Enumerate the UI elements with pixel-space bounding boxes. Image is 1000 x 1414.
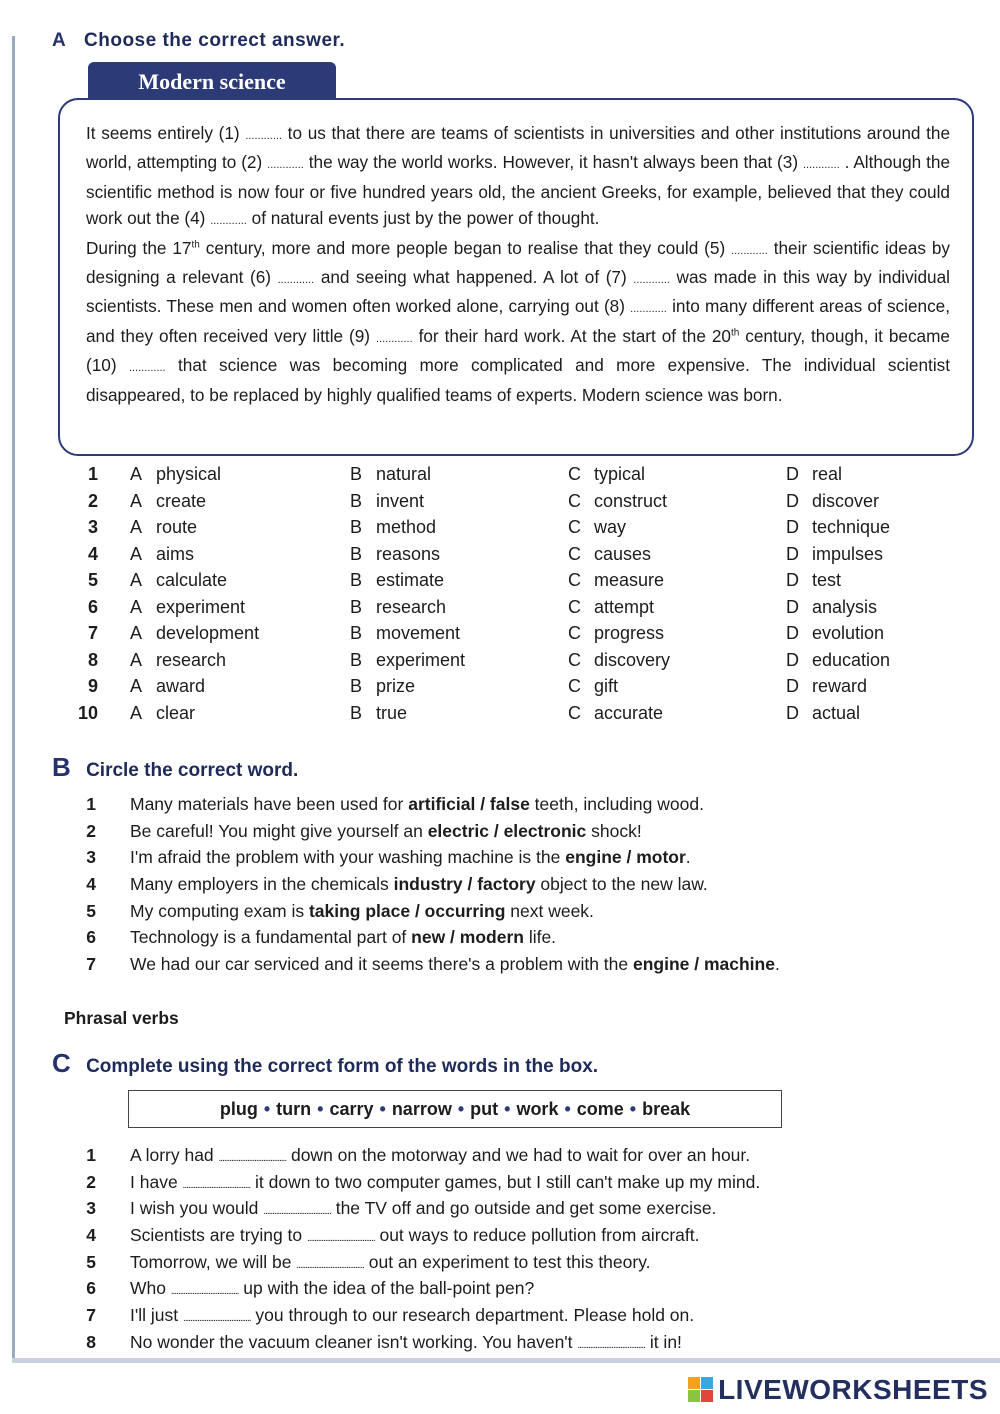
text-before: Who	[130, 1278, 171, 1299]
bullet-separator: •	[457, 1099, 465, 1119]
option-row	[60, 673, 960, 700]
option-row	[60, 488, 960, 515]
option-row	[60, 647, 960, 674]
option-a[interactable]	[130, 700, 195, 727]
section-b-letter: B	[52, 752, 71, 782]
option-text: discovery	[594, 649, 671, 670]
item-text	[130, 818, 642, 845]
passage-text: was made in this way by individual scientists. These men and women often worked alone, carrying out (8)	[86, 267, 950, 317]
word-choice[interactable]: new / modern	[411, 927, 524, 948]
option-a[interactable]	[130, 488, 206, 515]
text-after: up with the idea of the ball-point pen?	[238, 1278, 535, 1299]
option-letter: C	[568, 596, 581, 617]
text-before: Tomorrow, we will be	[130, 1251, 297, 1272]
word-choice[interactable]: taking place / occurring	[308, 900, 506, 921]
word-choice[interactable]: industry / factory	[393, 874, 536, 895]
bullet-separator: •	[564, 1099, 571, 1119]
text-before: I have	[130, 1171, 183, 1192]
question-number: 7	[87, 623, 98, 643]
logo-mark-icon	[688, 1377, 714, 1403]
option-letter: D	[786, 623, 799, 643]
box-word: carry	[329, 1099, 374, 1119]
text-before: Scientists are trying to	[130, 1225, 308, 1246]
option-letter: A	[130, 596, 143, 617]
option-text: movement	[376, 623, 461, 643]
item-text	[130, 844, 691, 871]
text-before: We had our car serviced and it seems there's a problem with the	[130, 954, 633, 975]
section-a-letter: A	[52, 30, 67, 51]
text-after: .	[685, 847, 691, 868]
box-word: work	[516, 1099, 559, 1119]
item-number: 3	[86, 847, 96, 868]
bullet-separator: •	[263, 1099, 271, 1119]
answer-blank[interactable]: ......................................	[296, 1259, 364, 1271]
option-b[interactable]	[350, 567, 444, 594]
option-row	[60, 461, 960, 488]
passage-title-tab: Modern science	[88, 62, 336, 98]
option-letter: D	[786, 570, 799, 590]
passage-text: into many different areas of science, and they often received very little (9)	[86, 296, 950, 346]
word-choice[interactable]: artificial / false	[408, 794, 530, 814]
option-text: calculate	[156, 570, 228, 590]
option-d[interactable]	[786, 514, 890, 541]
option-text: evolution	[812, 623, 885, 643]
option-text: education	[812, 649, 891, 670]
list-item	[60, 1249, 980, 1276]
item-number: 2	[86, 1171, 96, 1192]
option-row	[60, 541, 960, 568]
word-choice[interactable]: engine / machine	[632, 954, 775, 975]
option-c[interactable]	[568, 700, 663, 727]
option-a[interactable]	[130, 673, 205, 700]
option-d[interactable]	[786, 594, 877, 621]
option-letter: B	[350, 517, 363, 537]
passage-text: that science was becoming more complicated and more expensive. The individual scientist disappeared, to be replaced by highly qualified teams of experts. Modern science was born.	[86, 355, 951, 405]
option-d[interactable]	[786, 700, 860, 727]
option-letter: A	[130, 543, 143, 564]
option-text: development	[156, 623, 260, 643]
list-item	[60, 1169, 980, 1196]
text-after: object to the new law.	[535, 874, 708, 895]
option-letter: B	[350, 490, 363, 511]
answer-blank[interactable]: ......................................	[170, 1286, 239, 1298]
option-text: analysis	[812, 596, 878, 617]
option-text: typical	[594, 464, 646, 484]
item-text	[130, 951, 780, 978]
phrasal-verbs-heading: Phrasal verbs	[64, 1008, 179, 1028]
passage-text: for their hard work. At the start of the 20	[412, 325, 731, 346]
option-text: gift	[594, 676, 619, 696]
option-a[interactable]	[130, 594, 245, 621]
option-text: causes	[594, 543, 652, 564]
list-item	[60, 924, 980, 951]
option-text: aims	[156, 543, 195, 564]
option-letter: D	[786, 676, 799, 696]
option-c[interactable]	[568, 647, 670, 674]
option-letter: B	[350, 596, 363, 617]
option-text: impulses	[812, 543, 884, 564]
option-letter: D	[786, 649, 799, 670]
option-c[interactable]	[568, 514, 626, 541]
question-number: 1	[87, 464, 98, 484]
list-item	[60, 818, 980, 845]
answer-options-table	[60, 461, 960, 726]
item-number: 3	[86, 1198, 96, 1219]
passage-paragraph-2	[86, 235, 950, 408]
passage-text: It seems entirely (1)	[86, 123, 246, 143]
text-after: out an experiment to test this theory.	[363, 1251, 651, 1272]
section-a-instruction: Choose the correct answer.	[84, 30, 346, 51]
text-after: the TV off and go outside and get some exercise.	[330, 1198, 717, 1219]
word-box	[128, 1090, 782, 1128]
option-letter: B	[350, 543, 363, 564]
option-b[interactable]	[350, 461, 431, 488]
option-d[interactable]	[786, 567, 841, 594]
list-item	[60, 871, 980, 898]
option-letter: B	[350, 649, 363, 670]
option-text: invent	[376, 490, 425, 511]
section-b-heading	[52, 752, 298, 783]
answer-blank[interactable]: ......................................	[218, 1153, 287, 1164]
option-text: true	[376, 702, 408, 723]
option-d[interactable]	[786, 461, 842, 488]
option-letter: B	[350, 623, 363, 643]
passage-gap: ............	[731, 244, 768, 257]
passage-text: and seeing what happened. A lot of (7)	[314, 267, 634, 288]
item-number: 2	[86, 820, 96, 841]
list-item	[60, 951, 980, 978]
question-number: 4	[87, 543, 98, 564]
option-letter: D	[786, 702, 799, 723]
bullet-separator: •	[317, 1099, 324, 1119]
liveworksheets-logo[interactable]	[688, 1372, 988, 1408]
item-text	[130, 924, 556, 951]
text-after: it down to two computer games, but I still can't make up my mind.	[250, 1171, 761, 1192]
option-letter: A	[130, 623, 143, 643]
reading-passage	[58, 98, 974, 456]
option-a[interactable]	[130, 461, 221, 488]
option-letter: A	[130, 490, 143, 511]
box-word: put	[470, 1099, 499, 1119]
option-a[interactable]	[130, 567, 227, 594]
section-c-list	[60, 1142, 980, 1356]
option-d[interactable]	[786, 620, 884, 647]
option-letter: C	[568, 490, 581, 511]
item-number: 6	[86, 927, 96, 948]
option-letter: B	[350, 702, 363, 723]
text-after: you through to our research department. Please hold on.	[250, 1305, 695, 1326]
option-row	[60, 514, 960, 541]
option-letter: C	[568, 702, 581, 723]
option-row	[60, 567, 960, 594]
option-b[interactable]	[350, 514, 436, 541]
option-letter: C	[568, 543, 581, 564]
box-word: narrow	[391, 1099, 452, 1119]
option-letter: C	[568, 649, 581, 670]
text-after: shock!	[586, 820, 642, 841]
text-before: Technology is a fundamental part of	[130, 927, 412, 948]
text-before: My computing exam is	[130, 900, 309, 921]
option-letter: C	[568, 464, 581, 484]
option-letter: A	[130, 702, 143, 723]
passage-gap: ............	[245, 130, 282, 142]
option-letter: D	[786, 543, 799, 564]
option-text: construct	[594, 490, 668, 511]
question-number: 5	[87, 570, 98, 590]
box-word: come	[576, 1099, 624, 1119]
option-b[interactable]	[350, 620, 460, 647]
option-letter: A	[130, 649, 143, 670]
option-a[interactable]	[130, 620, 259, 647]
passage-text: of natural events just by the power of thought.	[246, 208, 600, 229]
option-letter: C	[568, 517, 581, 537]
passage-text: their scientific ideas by designing a relevant (6)	[86, 237, 950, 288]
option-letter: B	[350, 570, 363, 590]
item-number: 5	[86, 1251, 96, 1272]
option-letter: C	[568, 623, 581, 643]
option-text: award	[156, 676, 206, 696]
section-c-letter: C	[52, 1048, 71, 1078]
passage-text: During the 17	[86, 237, 192, 258]
passage-gap: ............	[210, 215, 247, 228]
item-text	[130, 898, 594, 925]
bullet-separator: •	[629, 1099, 637, 1119]
option-text: physical	[156, 464, 222, 484]
passage-text: century, though, it became (10)	[86, 325, 950, 376]
answer-blank[interactable]: ......................................	[307, 1233, 375, 1245]
item-number: 1	[86, 794, 96, 814]
text-after: down on the motorway and we had to wait for over an hour.	[286, 1145, 751, 1165]
option-b[interactable]	[350, 647, 465, 674]
item-text	[130, 871, 708, 898]
option-text: natural	[376, 464, 432, 484]
passage-gap: ............	[277, 274, 315, 287]
passage-gap: ............	[267, 159, 304, 172]
option-text: test	[812, 570, 842, 590]
logo-text: LIVEWORKSHEETS	[718, 1374, 988, 1405]
item-number: 7	[86, 1305, 96, 1326]
option-b[interactable]	[350, 541, 440, 568]
option-c[interactable]	[568, 594, 654, 621]
passage-gap: ............	[128, 362, 166, 375]
option-text: research	[156, 649, 227, 670]
option-text: reasons	[376, 543, 441, 564]
list-item	[60, 1329, 980, 1356]
text-before: Many materials have been used for	[130, 794, 409, 814]
option-letter: D	[786, 517, 799, 537]
answer-blank[interactable]: ......................................	[263, 1206, 331, 1218]
option-c[interactable]	[568, 673, 618, 700]
question-number: 10	[77, 702, 98, 723]
answer-blank[interactable]: ......................................	[182, 1313, 251, 1325]
option-c[interactable]	[568, 620, 664, 647]
option-d[interactable]	[786, 647, 890, 674]
passage-gap: ............	[375, 332, 413, 345]
option-b[interactable]	[350, 673, 415, 700]
passage-text: century, more and more people began to realise that they could (5)	[199, 237, 732, 258]
passage-gap: ............	[802, 159, 840, 172]
passage-paragraph-1	[86, 120, 950, 235]
text-after: life.	[523, 927, 557, 948]
bullet-separator: •	[379, 1099, 386, 1119]
list-item	[60, 1195, 980, 1222]
list-item	[60, 791, 980, 818]
question-number: 2	[87, 490, 98, 511]
option-letter: A	[130, 570, 143, 590]
item-number: 8	[86, 1331, 96, 1352]
option-b[interactable]	[350, 488, 424, 515]
question-number: 8	[87, 649, 98, 670]
option-c[interactable]	[568, 461, 645, 488]
option-letter: D	[786, 596, 799, 617]
bullet-separator: •	[504, 1099, 511, 1119]
list-item	[60, 844, 980, 871]
option-text: real	[812, 464, 843, 484]
item-number: 4	[86, 874, 96, 895]
passage-gap: ............	[633, 274, 670, 287]
ordinal-suffix: th	[191, 238, 200, 250]
text-before: I'll just	[130, 1305, 183, 1326]
option-text: accurate	[594, 702, 664, 723]
option-text: actual	[812, 702, 861, 723]
section-b-instruction: Circle the correct word.	[86, 760, 299, 781]
question-number: 6	[87, 596, 98, 617]
option-row	[60, 620, 960, 647]
list-item	[60, 1275, 980, 1302]
option-text: route	[156, 517, 198, 537]
option-letter: A	[130, 464, 143, 484]
option-letter: B	[350, 676, 363, 696]
list-item	[60, 898, 980, 925]
list-item	[60, 1142, 980, 1169]
box-word: plug	[219, 1099, 258, 1119]
passage-text: the way the world works. However, it hasn't always been that (3)	[303, 152, 803, 173]
box-word: break	[642, 1099, 691, 1119]
question-number: 9	[87, 676, 98, 696]
item-number: 5	[86, 900, 96, 921]
text-before: A lorry had	[130, 1145, 219, 1165]
option-c[interactable]	[568, 488, 667, 515]
option-letter: D	[786, 464, 799, 484]
section-a-heading	[52, 30, 345, 52]
option-text: research	[376, 596, 447, 617]
item-text	[130, 1329, 682, 1360]
box-word: turn	[276, 1099, 312, 1119]
option-text: reward	[812, 676, 868, 696]
text-before: I'm afraid the problem with your washing machine is the	[130, 847, 566, 868]
question-number: 3	[87, 517, 98, 537]
option-d[interactable]	[786, 673, 867, 700]
word-choice[interactable]: engine / motor	[565, 847, 686, 868]
option-c[interactable]	[568, 567, 664, 594]
option-d[interactable]	[786, 488, 879, 515]
option-letter: A	[130, 676, 143, 696]
option-b[interactable]	[350, 594, 446, 621]
item-number: 4	[86, 1225, 96, 1246]
passage-gap: ............	[630, 303, 667, 316]
text-before: Be careful! You might give yourself an	[130, 820, 428, 841]
item-number: 7	[86, 954, 96, 975]
passage-text: to us that there are teams of scientists in universities and other institutions around the world, attempting to (2)	[86, 123, 951, 173]
answer-blank[interactable]: ......................................	[182, 1179, 251, 1191]
text-before: Many employers in the chemicals	[130, 874, 394, 895]
option-text: method	[376, 517, 437, 537]
option-text: experiment	[376, 649, 466, 670]
option-text: attempt	[594, 596, 655, 617]
text-before: I wish you would	[130, 1198, 264, 1219]
section-c-instruction: Complete using the correct form of the words in the box.	[86, 1056, 599, 1077]
word-choice[interactable]: electric / electronic	[427, 820, 587, 841]
ordinal-suffix: th	[730, 327, 740, 339]
option-text: experiment	[156, 596, 246, 617]
option-b[interactable]	[350, 700, 407, 727]
option-letter: A	[130, 517, 143, 537]
option-text: prize	[376, 676, 416, 696]
option-letter: C	[568, 570, 581, 590]
item-number: 6	[86, 1278, 96, 1299]
list-item	[60, 1302, 980, 1329]
text-before: No wonder the vacuum cleaner isn't working. You haven't	[130, 1331, 578, 1352]
text-after: teeth, including wood.	[529, 794, 704, 814]
option-text: create	[156, 490, 207, 511]
option-text: clear	[156, 702, 196, 723]
option-a[interactable]	[130, 647, 226, 674]
option-row	[60, 700, 960, 727]
option-a[interactable]	[130, 514, 197, 541]
text-after: out ways to reduce pollution from aircraft.	[374, 1225, 700, 1246]
option-letter: B	[350, 464, 363, 484]
option-text: estimate	[376, 570, 445, 590]
option-text: discover	[812, 490, 880, 511]
option-c[interactable]	[568, 541, 651, 568]
item-text	[130, 791, 704, 818]
text-after: next week.	[505, 900, 594, 921]
section-b-list	[60, 791, 980, 978]
option-letter: C	[568, 676, 581, 696]
passage-text: . Although the scientific method is now four or five hundred years old, the ancient Greeks, for example, believed that they could work out the (4)	[86, 152, 951, 229]
option-text: measure	[594, 570, 665, 590]
option-text: progress	[594, 623, 665, 643]
option-text: way	[594, 517, 627, 537]
option-d[interactable]	[786, 541, 883, 568]
option-a[interactable]	[130, 541, 194, 568]
answer-blank[interactable]: ......................................	[577, 1339, 645, 1351]
section-c-heading	[52, 1048, 598, 1079]
text-after: it in!	[644, 1331, 682, 1352]
text-after: .	[774, 954, 780, 975]
option-row	[60, 594, 960, 621]
list-item	[60, 1222, 980, 1249]
option-letter: D	[786, 490, 799, 511]
option-text: technique	[812, 517, 891, 537]
item-number: 1	[86, 1145, 96, 1165]
